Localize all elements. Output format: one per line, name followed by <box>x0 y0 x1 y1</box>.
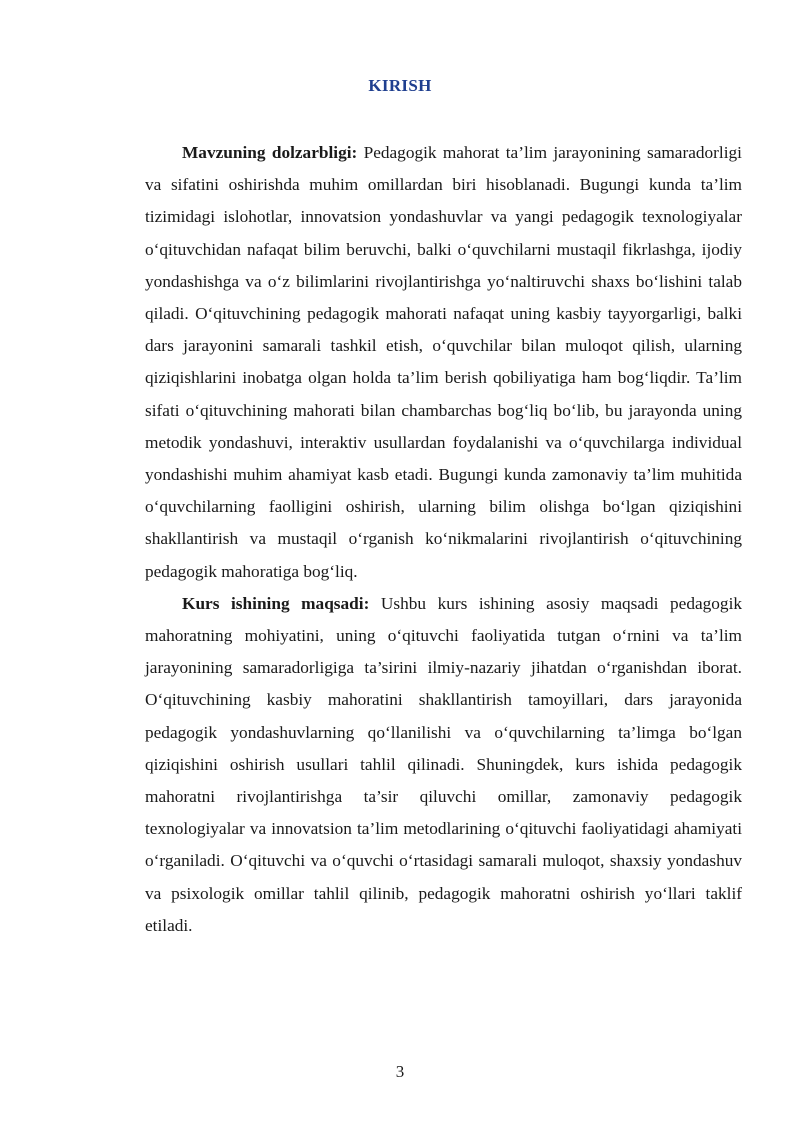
paragraph-goal <box>145 588 742 942</box>
body-text <box>145 137 742 942</box>
page-number: 3 <box>395 1062 405 1081</box>
paragraph-lead-relevance: Mavzuning dolzarbligi: <box>182 143 358 162</box>
paragraph-text-relevance: Pedagogik mahorat ta’lim jarayonining samaradorligi va sifatini oshirishda muhim omillardan biri hisoblanadi. Bugungi kunda ta’lim tizimidagi islohotlar, innovatsion yondashuvlar va yangi pedagogik texnologiyalar o‘qituvchidan nafaqat bilim beruvchi, balki o‘quvchilarni mustaqil fikrlashga, ijodiy yondashishga va o‘z bilimlarini rivojlantirishga yo‘naltiruvchi shaxs bo‘lishini talab qiladi. O‘qituvchining pedagogik mahorati nafaqat uning kasbiy tayyorgarligi, balki dars jarayonini samarali tashkil etish, o‘quvchilar bilan muloqot qilish, ularning qiziqishlarini inobatga olgan holda ta’lim berish qobiliyatiga ham bog‘liqdir. Ta’lim sifati o‘qituvchining mahorati bilan chambarchas bog‘liq bo‘lib, bu jarayonda uning metodik yondashuvi, interaktiv usullardan foydalanishi va o‘quvchilarga individual yondashishi muhim ahamiyat kasb etadi. Bugungi kunda zamonaviy ta’lim muhitida o‘quvchilarning faolligini oshirish, ularning bilim olishga bo‘lgan qiziqishini shakllantirish va mustaqil o‘rganish ko‘nikmalarini rivojlantirish o‘qituvchining pedagogik mahoratiga bog‘liq. <box>145 143 742 581</box>
page-title: KIRISH <box>368 76 432 95</box>
paragraph-relevance <box>145 137 742 588</box>
paragraph-text-goal: Ushbu kurs ishining asosiy maqsadi pedagogik mahoratning mohiyatini, uning o‘qituvchi faoliyatida tutgan o‘rnini va ta’lim jarayonining samaradorligiga ta’sirini ilmiy-nazariy jihatdan o‘rganishdan iborat. O‘qituvchining kasbiy mahoratini shakllantirish tamoyillari, dars jarayonida pedagogik yondashuvlarning qo‘llanilishi va o‘quvchilarning ta’limga bo‘lgan qiziqishini oshirish usullari tahlil qilinadi. Shuningdek, kurs ishida pedagogik mahoratni rivojlantirishga ta’sir qiluvchi omillar, zamonaviy pedagogik texnologiyalar va innovatsion ta’lim metodlarining o‘qituvchi faoliyatidagi ahamiyati o‘rganiladi. O‘qituvchi va o‘quvchi o‘rtasidagi samarali muloqot, shaxsiy yondashuv va psixologik omillar tahlil qilinib, pedagogik mahoratni oshirish yo‘llari taklif etiladi. <box>145 593 743 935</box>
paragraph-lead-goal: Kurs ishining maqsadi: <box>182 593 370 613</box>
